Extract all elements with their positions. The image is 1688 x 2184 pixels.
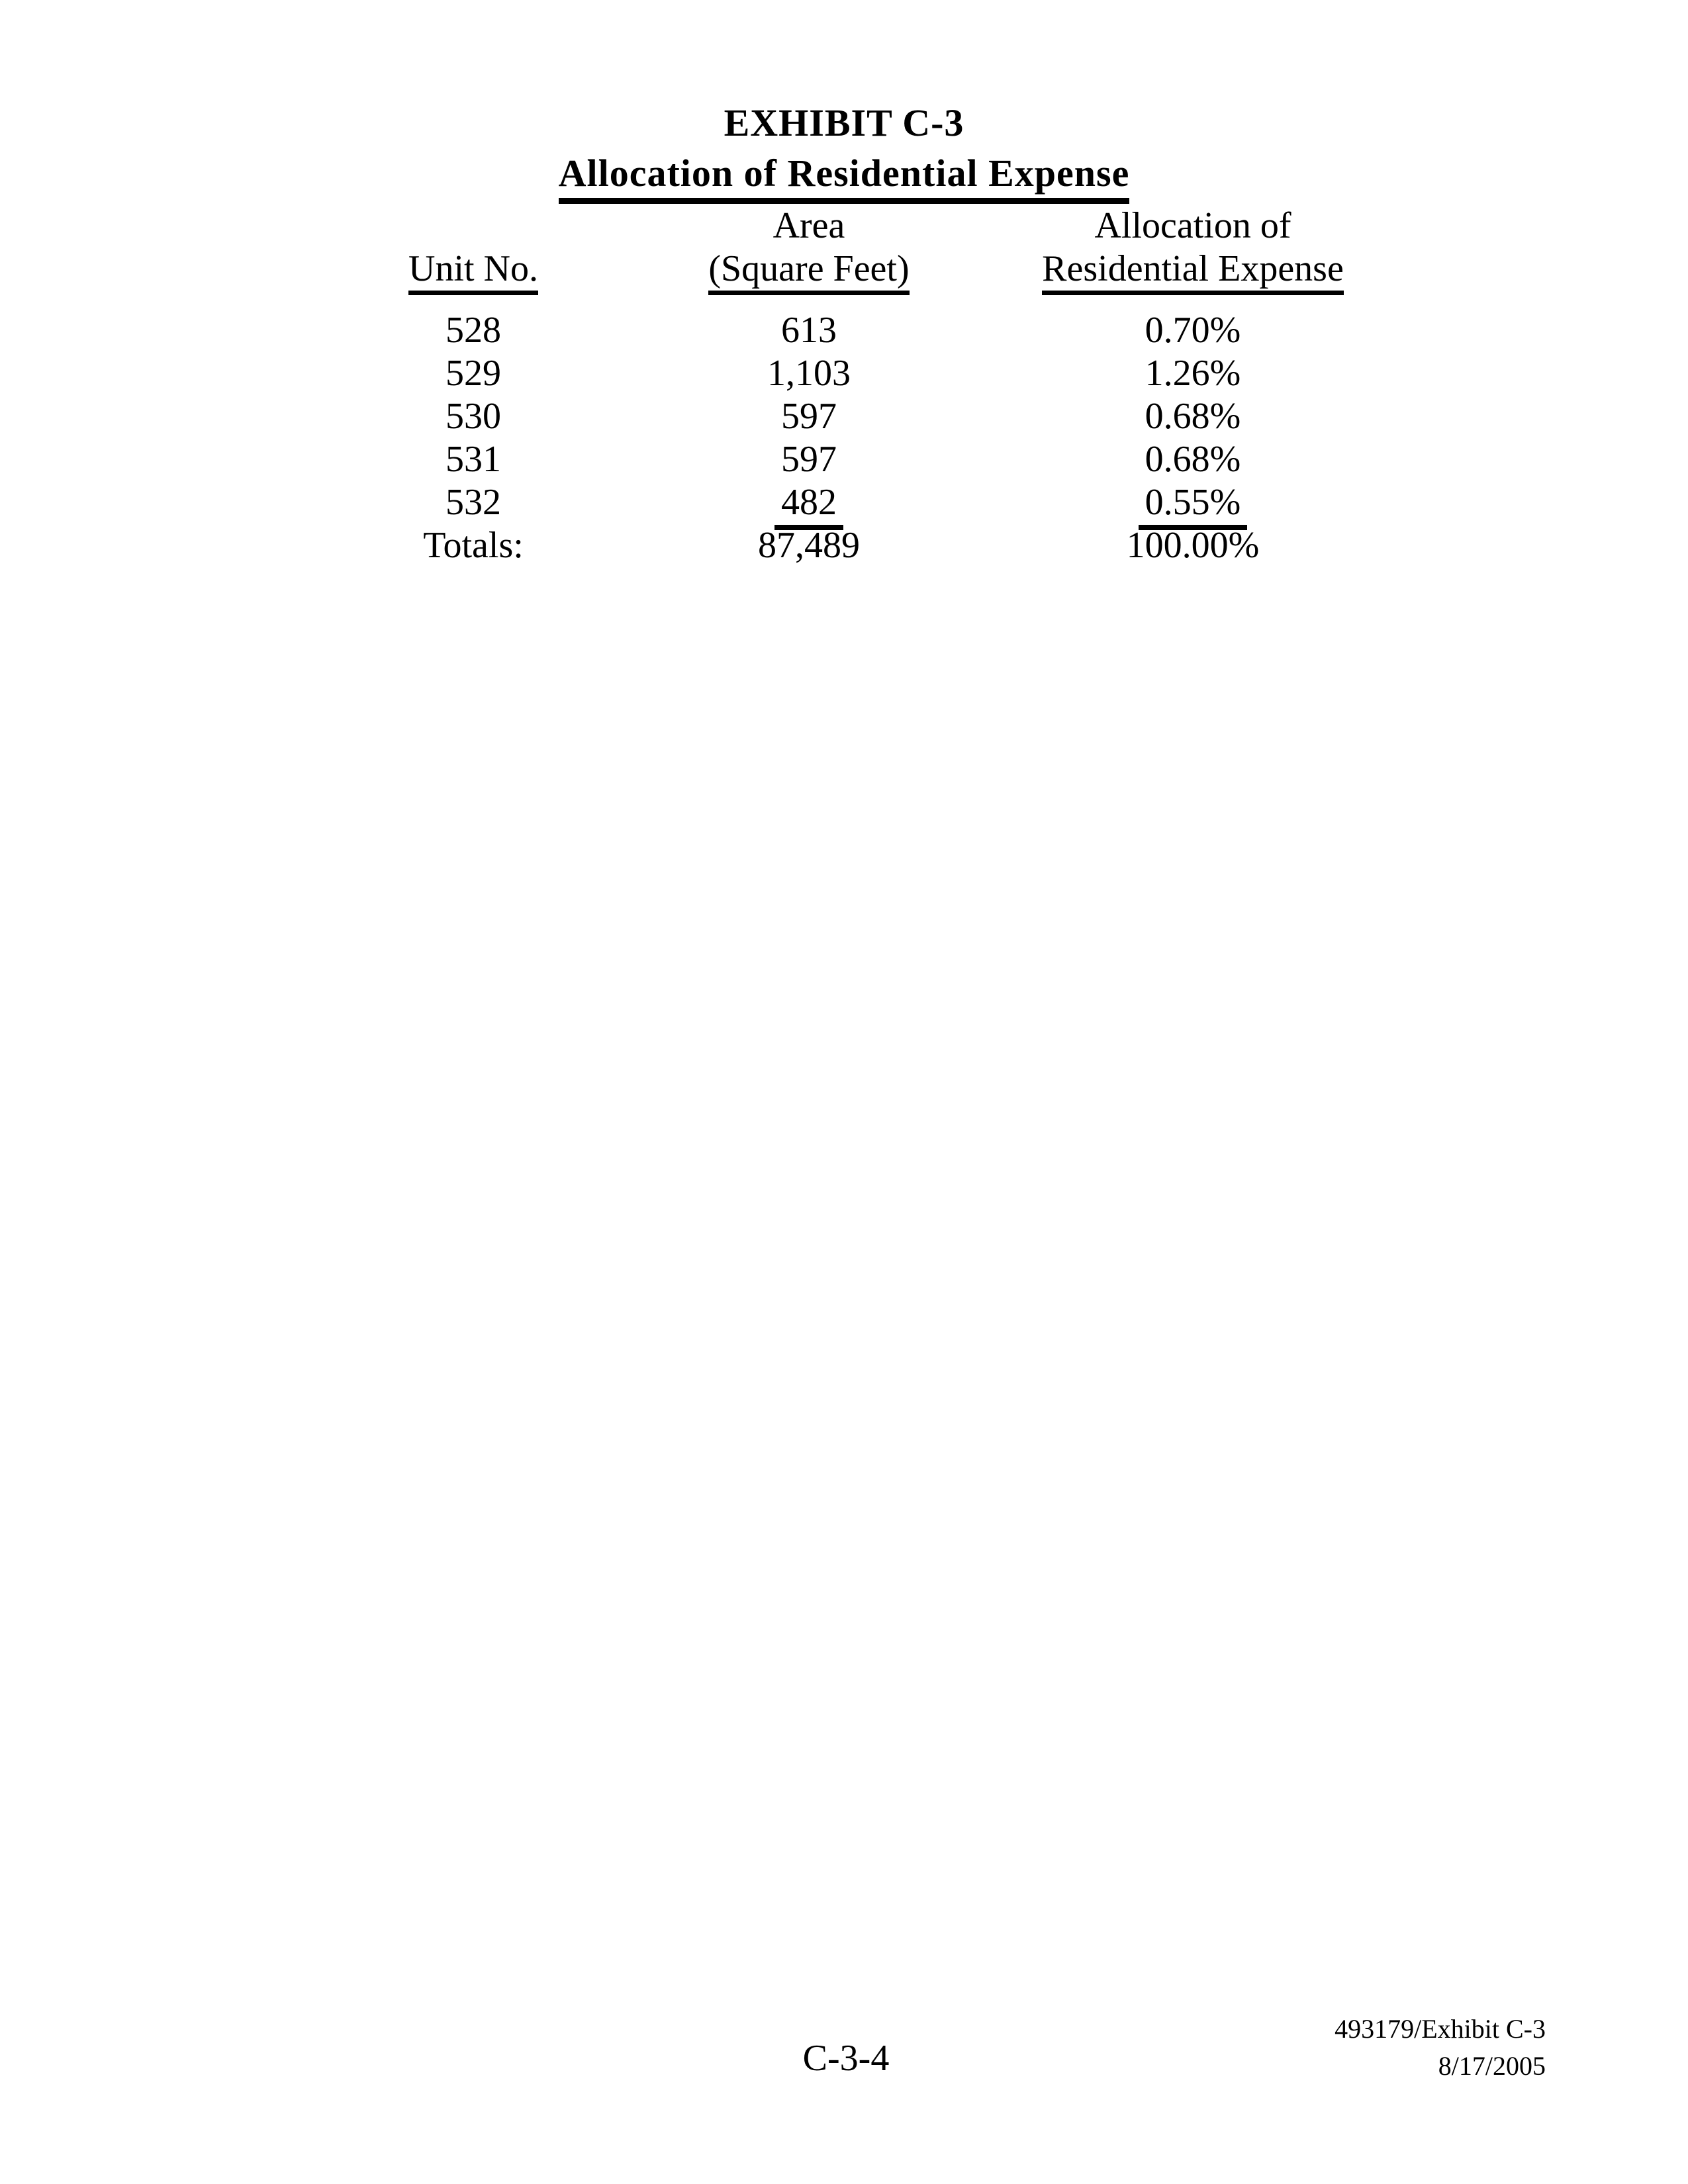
exhibit-title: EXHIBIT C-3 <box>724 101 964 144</box>
table-row <box>341 310 1374 353</box>
exhibit-subtitle: Allocation of Residential Expense <box>559 152 1130 204</box>
table-row <box>341 396 1374 439</box>
allocation-cell: 0.70% <box>1145 310 1241 351</box>
doc-date: 8/17/2005 <box>1438 2051 1546 2081</box>
unit-no-cell: 530 <box>445 396 501 437</box>
totals-area: 87,489 <box>758 525 860 566</box>
title-block <box>0 99 1688 204</box>
unit-no-cell: 529 <box>445 353 501 394</box>
unit-no-cell: 532 <box>445 482 501 523</box>
header-area-line1: Area <box>773 205 845 246</box>
footer-reference-block <box>1335 2011 1546 2085</box>
table-header-row-1 <box>341 205 1374 248</box>
doc-reference: 493179/Exhibit C-3 <box>1335 2014 1546 2044</box>
totals-allocation: 100.00% <box>1126 525 1260 566</box>
area-cell: 613 <box>781 310 837 351</box>
allocation-cell: 0.55% <box>1012 482 1374 530</box>
allocation-cell: 0.68% <box>1145 396 1241 437</box>
header-area-line2: (Square Feet) <box>606 248 1012 295</box>
header-unit-spacer <box>341 205 606 248</box>
area-cell: 597 <box>781 396 837 437</box>
header-unit: Unit No. <box>341 248 606 295</box>
area-cell: 1,103 <box>767 353 851 394</box>
allocation-table <box>341 205 1374 568</box>
table-row <box>341 353 1374 396</box>
table-row <box>341 439 1374 482</box>
area-cell: 482 <box>606 482 1012 530</box>
allocation-cell: 1.26% <box>1145 353 1241 394</box>
totals-label: Totals: <box>423 525 524 566</box>
page-number: C-3-4 <box>802 2038 890 2079</box>
table-header-row-2 <box>341 248 1374 291</box>
unit-no-cell: 528 <box>445 310 501 351</box>
table-row <box>341 482 1374 525</box>
area-cell: 597 <box>781 439 837 480</box>
header-allocation-line2: Residential Expense <box>1012 248 1374 295</box>
allocation-cell: 0.68% <box>1145 439 1241 480</box>
totals-row <box>341 525 1374 568</box>
header-allocation-line1: Allocation of <box>1094 205 1291 246</box>
unit-no-cell: 531 <box>445 439 501 480</box>
